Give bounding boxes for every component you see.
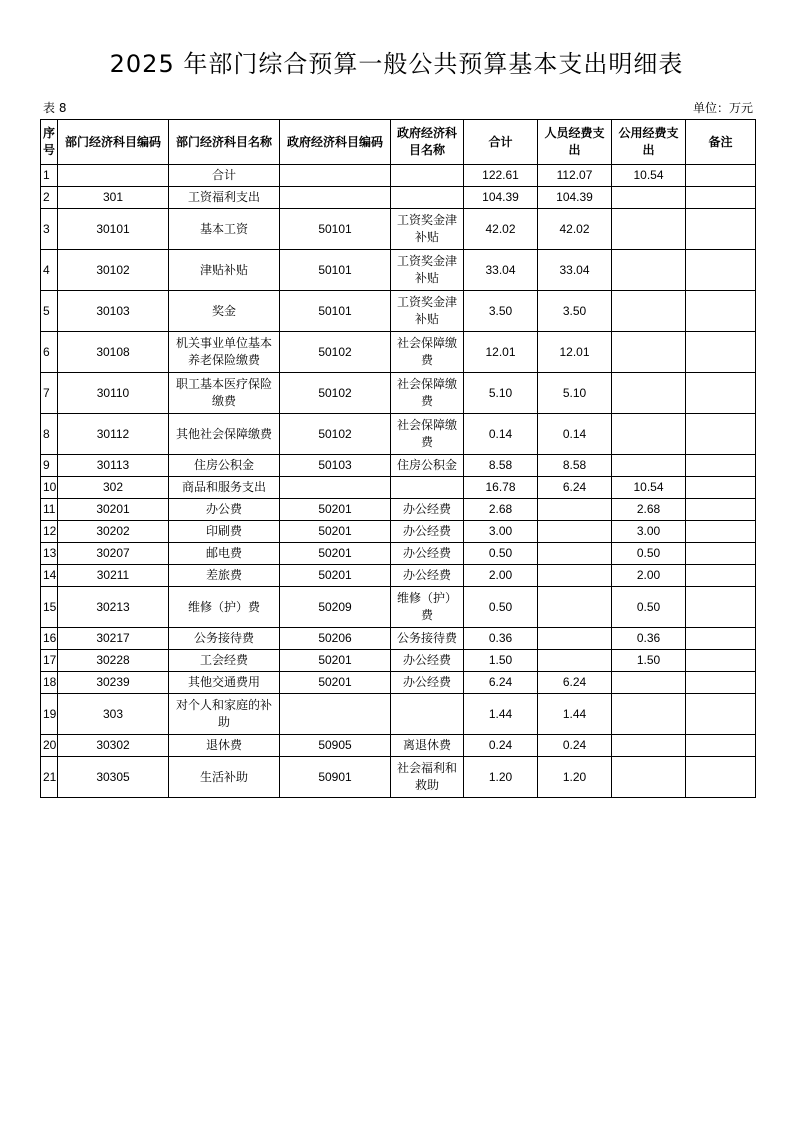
- cell-total: 6.24: [464, 672, 538, 694]
- cell-gov-name: 办公经费: [391, 543, 464, 565]
- cell-seq: 10: [41, 477, 58, 499]
- cell-gov-name: 公务接待费: [391, 628, 464, 650]
- cell-seq: 19: [41, 694, 58, 735]
- cell-dept-name: 办公费: [169, 499, 280, 521]
- cell-public: [612, 209, 686, 250]
- cell-personnel: 104.39: [538, 187, 612, 209]
- cell-personnel: [538, 543, 612, 565]
- cell-personnel: 42.02: [538, 209, 612, 250]
- header-dept-name: 部门经济科目名称: [169, 120, 280, 165]
- cell-seq: 17: [41, 650, 58, 672]
- cell-total: 2.00: [464, 565, 538, 587]
- cell-remark: [686, 165, 756, 187]
- cell-dept-name: 职工基本医疗保险缴费: [169, 373, 280, 414]
- cell-public: 0.50: [612, 543, 686, 565]
- cell-dept-code: 30112: [58, 414, 169, 455]
- cell-total: 104.39: [464, 187, 538, 209]
- cell-personnel: [538, 628, 612, 650]
- cell-gov-code: 50102: [280, 373, 391, 414]
- cell-seq: 11: [41, 499, 58, 521]
- cell-gov-name: 社会保障缴费: [391, 373, 464, 414]
- cell-gov-code: 50102: [280, 414, 391, 455]
- cell-dept-code: 30302: [58, 735, 169, 757]
- table-row: [41, 455, 756, 477]
- cell-dept-name: 公务接待费: [169, 628, 280, 650]
- cell-total: 12.01: [464, 332, 538, 373]
- cell-remark: [686, 209, 756, 250]
- cell-gov-name: [391, 477, 464, 499]
- cell-remark: [686, 521, 756, 543]
- cell-gov-name: 社会保障缴费: [391, 414, 464, 455]
- cell-gov-code: 50901: [280, 757, 391, 798]
- cell-personnel: [538, 499, 612, 521]
- cell-gov-name: [391, 187, 464, 209]
- cell-gov-code: 50101: [280, 250, 391, 291]
- cell-remark: [686, 650, 756, 672]
- cell-seq: 14: [41, 565, 58, 587]
- cell-dept-code: 30103: [58, 291, 169, 332]
- cell-dept-code: 30202: [58, 521, 169, 543]
- cell-gov-code: [280, 477, 391, 499]
- cell-seq: 20: [41, 735, 58, 757]
- cell-gov-code: 50201: [280, 650, 391, 672]
- cell-dept-code: 30101: [58, 209, 169, 250]
- header-public: 公用经费支出: [612, 120, 686, 165]
- cell-dept-code: 30113: [58, 455, 169, 477]
- cell-dept-name: 维修（护）费: [169, 587, 280, 628]
- cell-dept-code: 30217: [58, 628, 169, 650]
- cell-gov-code: 50209: [280, 587, 391, 628]
- cell-total: 0.36: [464, 628, 538, 650]
- cell-dept-name: 奖金: [169, 291, 280, 332]
- cell-personnel: [538, 521, 612, 543]
- cell-gov-code: 50201: [280, 672, 391, 694]
- cell-dept-code: 30305: [58, 757, 169, 798]
- cell-dept-code: 30110: [58, 373, 169, 414]
- cell-public: 2.00: [612, 565, 686, 587]
- cell-dept-name: 印刷费: [169, 521, 280, 543]
- cell-personnel: [538, 650, 612, 672]
- cell-dept-name: 其他社会保障缴费: [169, 414, 280, 455]
- cell-total: 3.00: [464, 521, 538, 543]
- cell-personnel: 0.24: [538, 735, 612, 757]
- cell-dept-name: 基本工资: [169, 209, 280, 250]
- header-dept-code: 部门经济科目编码: [58, 120, 169, 165]
- table-row: [41, 543, 756, 565]
- cell-gov-name: 社会福利和救助: [391, 757, 464, 798]
- cell-gov-code: 50201: [280, 565, 391, 587]
- cell-remark: [686, 477, 756, 499]
- table-row: [41, 250, 756, 291]
- cell-gov-name: 办公经费: [391, 499, 464, 521]
- cell-seq: 3: [41, 209, 58, 250]
- cell-gov-name: 办公经费: [391, 565, 464, 587]
- cell-seq: 2: [41, 187, 58, 209]
- cell-public: [612, 187, 686, 209]
- cell-public: [612, 414, 686, 455]
- table-row: [41, 373, 756, 414]
- cell-gov-code: 50102: [280, 332, 391, 373]
- cell-dept-code: [58, 165, 169, 187]
- cell-seq: 8: [41, 414, 58, 455]
- cell-gov-name: 住房公积金: [391, 455, 464, 477]
- cell-remark: [686, 628, 756, 650]
- table-row: [41, 187, 756, 209]
- cell-personnel: 5.10: [538, 373, 612, 414]
- cell-gov-code: 50101: [280, 291, 391, 332]
- cell-remark: [686, 672, 756, 694]
- cell-public: [612, 757, 686, 798]
- cell-public: 0.50: [612, 587, 686, 628]
- cell-gov-code: 50905: [280, 735, 391, 757]
- cell-gov-code: 50201: [280, 499, 391, 521]
- cell-gov-code: 50103: [280, 455, 391, 477]
- cell-gov-name: 工资奖金津补贴: [391, 250, 464, 291]
- table-row: [41, 414, 756, 455]
- cell-total: 42.02: [464, 209, 538, 250]
- table-row: [41, 565, 756, 587]
- cell-remark: [686, 543, 756, 565]
- cell-dept-code: 30228: [58, 650, 169, 672]
- cell-total: 8.58: [464, 455, 538, 477]
- cell-dept-name: 住房公积金: [169, 455, 280, 477]
- cell-total: 2.68: [464, 499, 538, 521]
- cell-gov-code: 50201: [280, 521, 391, 543]
- cell-remark: [686, 373, 756, 414]
- cell-dept-code: 301: [58, 187, 169, 209]
- cell-public: [612, 672, 686, 694]
- cell-seq: 4: [41, 250, 58, 291]
- cell-gov-code: [280, 694, 391, 735]
- header-row: [41, 120, 756, 165]
- cell-dept-name: 机关事业单位基本养老保险缴费: [169, 332, 280, 373]
- header-personnel: 人员经费支出: [538, 120, 612, 165]
- cell-public: [612, 332, 686, 373]
- cell-dept-code: 30213: [58, 587, 169, 628]
- cell-remark: [686, 587, 756, 628]
- cell-gov-name: 工资奖金津补贴: [391, 291, 464, 332]
- cell-remark: [686, 455, 756, 477]
- cell-public: [612, 373, 686, 414]
- cell-dept-name: 差旅费: [169, 565, 280, 587]
- cell-total: 0.24: [464, 735, 538, 757]
- cell-remark: [686, 499, 756, 521]
- cell-dept-name: 对个人和家庭的补助: [169, 694, 280, 735]
- cell-gov-code: [280, 165, 391, 187]
- table-row: [41, 291, 756, 332]
- table-row: [41, 672, 756, 694]
- budget-table: [40, 119, 756, 798]
- cell-dept-code: 302: [58, 477, 169, 499]
- cell-seq: 13: [41, 543, 58, 565]
- header-gov-name: 政府经济科目名称: [391, 120, 464, 165]
- header-total: 合计: [464, 120, 538, 165]
- cell-public: 1.50: [612, 650, 686, 672]
- cell-gov-name: 办公经费: [391, 650, 464, 672]
- cell-public: [612, 455, 686, 477]
- unit-label: 单位：万元: [692, 101, 753, 115]
- cell-dept-name: 工会经费: [169, 650, 280, 672]
- cell-dept-name: 邮电费: [169, 543, 280, 565]
- cell-seq: 6: [41, 332, 58, 373]
- cell-personnel: 33.04: [538, 250, 612, 291]
- header-remark: 备注: [686, 120, 756, 165]
- cell-public: [612, 250, 686, 291]
- cell-public: [612, 735, 686, 757]
- cell-gov-name: 社会保障缴费: [391, 332, 464, 373]
- cell-gov-code: 50201: [280, 543, 391, 565]
- header-seq: 序号: [41, 120, 58, 165]
- cell-gov-name: 办公经费: [391, 672, 464, 694]
- cell-personnel: 6.24: [538, 672, 612, 694]
- table-row: [41, 694, 756, 735]
- cell-dept-code: 30239: [58, 672, 169, 694]
- cell-seq: 16: [41, 628, 58, 650]
- cell-seq: 12: [41, 521, 58, 543]
- cell-personnel: 0.14: [538, 414, 612, 455]
- cell-dept-name: 生活补助: [169, 757, 280, 798]
- cell-dept-code: 30207: [58, 543, 169, 565]
- cell-seq: 1: [41, 165, 58, 187]
- cell-public: 10.54: [612, 165, 686, 187]
- page-title: 2025 年部门综合预算一般公共预算基本支出明细表: [109, 50, 684, 78]
- table-number: 表 8: [43, 101, 67, 115]
- cell-personnel: 6.24: [538, 477, 612, 499]
- cell-dept-name: 工资福利支出: [169, 187, 280, 209]
- cell-remark: [686, 757, 756, 798]
- cell-total: 1.44: [464, 694, 538, 735]
- cell-seq: 15: [41, 587, 58, 628]
- cell-total: 1.20: [464, 757, 538, 798]
- cell-dept-code: 303: [58, 694, 169, 735]
- cell-gov-name: [391, 694, 464, 735]
- cell-gov-code: 50206: [280, 628, 391, 650]
- cell-dept-code: 30211: [58, 565, 169, 587]
- table-row: [41, 735, 756, 757]
- cell-total: 16.78: [464, 477, 538, 499]
- cell-public: 0.36: [612, 628, 686, 650]
- table-row: [41, 628, 756, 650]
- cell-personnel: [538, 587, 612, 628]
- cell-remark: [686, 291, 756, 332]
- cell-gov-code: [280, 187, 391, 209]
- cell-personnel: 12.01: [538, 332, 612, 373]
- cell-gov-name: 办公经费: [391, 521, 464, 543]
- cell-remark: [686, 565, 756, 587]
- cell-total: 5.10: [464, 373, 538, 414]
- cell-remark: [686, 735, 756, 757]
- cell-total: 0.50: [464, 543, 538, 565]
- table-row: [41, 757, 756, 798]
- cell-gov-name: 工资奖金津补贴: [391, 209, 464, 250]
- cell-gov-name: 维修（护）费: [391, 587, 464, 628]
- cell-dept-code: 30108: [58, 332, 169, 373]
- cell-personnel: 1.20: [538, 757, 612, 798]
- cell-dept-name: 其他交通费用: [169, 672, 280, 694]
- table-row: [41, 521, 756, 543]
- cell-total: 3.50: [464, 291, 538, 332]
- cell-personnel: 3.50: [538, 291, 612, 332]
- cell-seq: 18: [41, 672, 58, 694]
- cell-personnel: 112.07: [538, 165, 612, 187]
- cell-seq: 5: [41, 291, 58, 332]
- cell-dept-name: 合计: [169, 165, 280, 187]
- cell-remark: [686, 250, 756, 291]
- cell-total: 0.50: [464, 587, 538, 628]
- table-row: [41, 587, 756, 628]
- cell-remark: [686, 332, 756, 373]
- cell-remark: [686, 187, 756, 209]
- cell-public: [612, 291, 686, 332]
- cell-dept-code: 30201: [58, 499, 169, 521]
- cell-dept-code: 30102: [58, 250, 169, 291]
- cell-total: 33.04: [464, 250, 538, 291]
- cell-total: 0.14: [464, 414, 538, 455]
- cell-seq: 9: [41, 455, 58, 477]
- cell-dept-name: 商品和服务支出: [169, 477, 280, 499]
- header-gov-code: 政府经济科目编码: [280, 120, 391, 165]
- table-row: [41, 477, 756, 499]
- cell-total: 122.61: [464, 165, 538, 187]
- cell-public: 3.00: [612, 521, 686, 543]
- cell-seq: 7: [41, 373, 58, 414]
- cell-personnel: [538, 565, 612, 587]
- table-row: [41, 332, 756, 373]
- cell-remark: [686, 694, 756, 735]
- cell-gov-name: 离退休费: [391, 735, 464, 757]
- cell-dept-name: 退休费: [169, 735, 280, 757]
- table-row: [41, 165, 756, 187]
- table-row: [41, 209, 756, 250]
- cell-gov-code: 50101: [280, 209, 391, 250]
- cell-personnel: 1.44: [538, 694, 612, 735]
- cell-total: 1.50: [464, 650, 538, 672]
- cell-gov-name: [391, 165, 464, 187]
- cell-remark: [686, 414, 756, 455]
- table-row: [41, 650, 756, 672]
- table-row: [41, 499, 756, 521]
- cell-seq: 21: [41, 757, 58, 798]
- cell-dept-name: 津贴补贴: [169, 250, 280, 291]
- cell-public: 10.54: [612, 477, 686, 499]
- cell-public: 2.68: [612, 499, 686, 521]
- cell-public: [612, 694, 686, 735]
- cell-personnel: 8.58: [538, 455, 612, 477]
